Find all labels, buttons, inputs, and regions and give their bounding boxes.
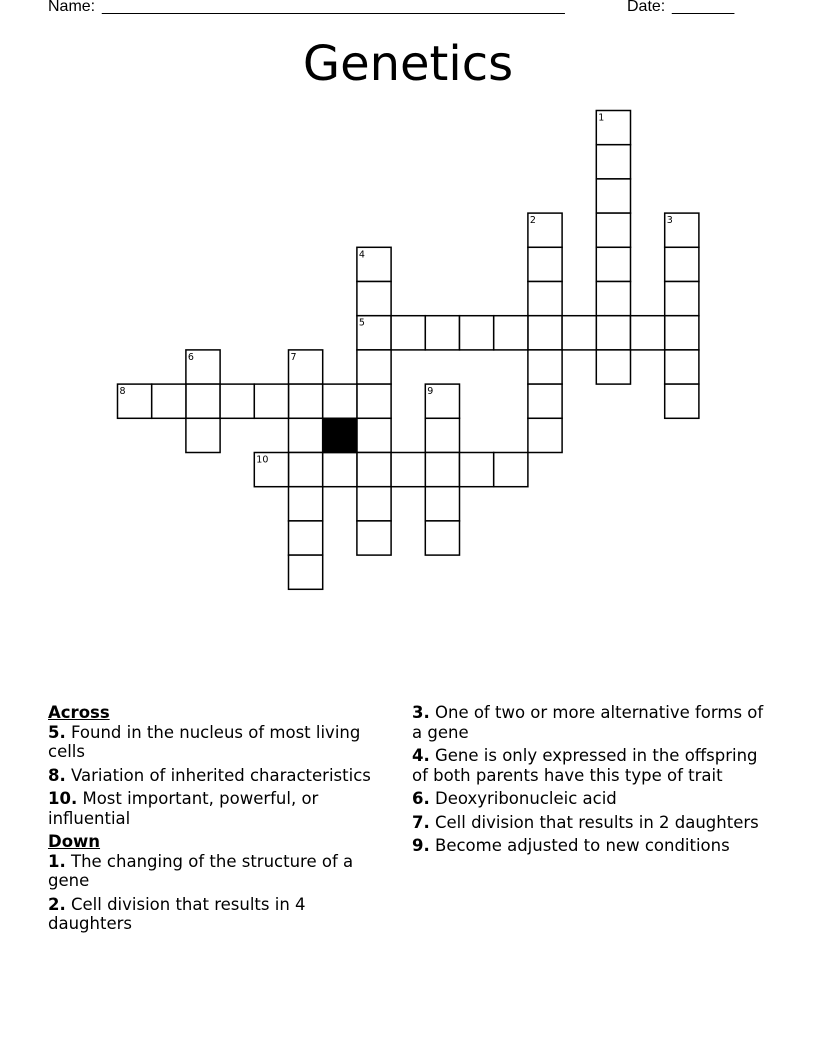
grid-cell[interactable] bbox=[494, 316, 528, 350]
clue-down-9 bbox=[412, 836, 772, 856]
grid-cell[interactable] bbox=[665, 384, 699, 418]
grid-cell[interactable] bbox=[596, 247, 630, 281]
clue-text: One of two or more alternative forms of a gene bbox=[412, 703, 764, 742]
grid-cell[interactable] bbox=[357, 487, 391, 521]
clue-number: 7. bbox=[412, 812, 430, 832]
grid-cell[interactable] bbox=[289, 418, 323, 452]
grid-cell[interactable] bbox=[528, 282, 562, 316]
name-label: Name: bbox=[48, 0, 96, 15]
grid-cell[interactable] bbox=[596, 316, 630, 350]
clue-number-2: 2 bbox=[529, 215, 536, 227]
grid-cell[interactable] bbox=[289, 384, 323, 418]
grid-cell[interactable] bbox=[186, 418, 220, 452]
grid-cell[interactable] bbox=[323, 384, 357, 418]
grid-cell[interactable] bbox=[460, 316, 494, 350]
grid-cell[interactable] bbox=[665, 282, 699, 316]
clue-text: Variation of inherited characteristics bbox=[65, 765, 371, 785]
name-blank[interactable]: ____________________________________________________ bbox=[102, 0, 565, 15]
grid-cell[interactable] bbox=[596, 350, 630, 384]
grid-cell[interactable] bbox=[528, 418, 562, 452]
grid-cell[interactable] bbox=[391, 316, 425, 350]
grid-cell[interactable] bbox=[494, 453, 528, 487]
across-heading: Across bbox=[48, 703, 110, 722]
grid-cell[interactable] bbox=[425, 487, 459, 521]
clue-text: The changing of the structure of a gene bbox=[48, 851, 354, 890]
date-label: Date: bbox=[627, 0, 666, 15]
grid-cell[interactable] bbox=[220, 384, 254, 418]
grid-cell[interactable] bbox=[357, 350, 391, 384]
grid-cell[interactable] bbox=[665, 316, 699, 350]
page-title: Genetics bbox=[302, 36, 514, 92]
clue-number-6: 6 bbox=[187, 351, 194, 363]
grid-cell[interactable] bbox=[596, 282, 630, 316]
grid-cell[interactable] bbox=[254, 384, 288, 418]
clue-down-3 bbox=[412, 703, 772, 742]
grid-cell[interactable] bbox=[528, 247, 562, 281]
grid-cell[interactable] bbox=[152, 384, 186, 418]
clue-across-5 bbox=[48, 723, 393, 762]
clue-number-3: 3 bbox=[666, 215, 673, 227]
clue-text: Cell division that results in 2 daughters bbox=[429, 812, 759, 832]
clue-number: 3. bbox=[412, 703, 430, 722]
clue-number-7: 7 bbox=[290, 351, 297, 363]
black-cell bbox=[323, 418, 357, 452]
grid-cell[interactable] bbox=[323, 453, 357, 487]
clue-number: 4. bbox=[412, 746, 430, 765]
grid-cell[interactable] bbox=[596, 179, 630, 213]
grid-cell[interactable] bbox=[357, 418, 391, 452]
clue-text: Gene is only expressed in the offspring of both parents have this type of trait bbox=[412, 746, 758, 785]
clue-number-10: 10 bbox=[256, 454, 269, 466]
clue-number-4: 4 bbox=[358, 249, 365, 261]
grid-cell[interactable] bbox=[425, 418, 459, 452]
grid-cell[interactable] bbox=[665, 247, 699, 281]
grid-cell[interactable] bbox=[460, 453, 494, 487]
clue-down-1 bbox=[48, 852, 393, 891]
clue-text: Deoxyribonucleic acid bbox=[429, 789, 617, 808]
grid-cell[interactable] bbox=[425, 316, 459, 350]
clue-number: 5. bbox=[48, 722, 66, 742]
clue-number-8: 8 bbox=[119, 386, 126, 398]
clue-number: 10. bbox=[48, 789, 78, 808]
grid-cell[interactable] bbox=[665, 350, 699, 384]
grid-cell[interactable] bbox=[631, 316, 665, 350]
clue-number: 2. bbox=[48, 894, 66, 914]
grid-cell[interactable] bbox=[528, 316, 562, 350]
grid-cell[interactable] bbox=[186, 384, 220, 418]
clue-number: 1. bbox=[48, 851, 66, 871]
clue-number: 6. bbox=[412, 789, 430, 808]
grid-cell[interactable] bbox=[289, 453, 323, 487]
clue-down-6 bbox=[412, 789, 772, 809]
clues-left-column bbox=[48, 703, 393, 938]
grid-cell[interactable] bbox=[289, 555, 323, 589]
grid-cell[interactable] bbox=[596, 145, 630, 179]
grid-cell[interactable] bbox=[289, 521, 323, 555]
clue-text: Found in the nucleus of most living cells bbox=[48, 722, 361, 761]
clue-text: Cell division that results in 4 daughters bbox=[48, 894, 306, 933]
clue-across-8 bbox=[48, 766, 393, 786]
grid-cell[interactable] bbox=[289, 487, 323, 521]
clue-number-9: 9 bbox=[427, 386, 434, 398]
grid-cell[interactable] bbox=[357, 384, 391, 418]
clue-across-10 bbox=[48, 789, 393, 828]
grid-cell[interactable] bbox=[357, 521, 391, 555]
clue-number-1: 1 bbox=[598, 112, 605, 124]
clues-right-column bbox=[412, 703, 772, 860]
grid-cell[interactable] bbox=[528, 384, 562, 418]
grid-cell[interactable] bbox=[357, 282, 391, 316]
grid-cell[interactable] bbox=[596, 213, 630, 247]
clue-number-5: 5 bbox=[358, 317, 365, 329]
grid-cell[interactable] bbox=[357, 453, 391, 487]
grid-cell[interactable] bbox=[562, 316, 596, 350]
down-heading: Down bbox=[48, 832, 101, 851]
clue-number: 9. bbox=[412, 836, 430, 855]
clue-down-4 bbox=[412, 746, 772, 785]
grid-cell[interactable] bbox=[528, 350, 562, 384]
grid-cell[interactable] bbox=[425, 521, 459, 555]
date-blank[interactable]: _______ bbox=[672, 0, 735, 15]
clue-down-7 bbox=[412, 813, 772, 833]
grid-cell[interactable] bbox=[391, 453, 425, 487]
clue-number: 8. bbox=[48, 765, 66, 785]
clue-text: Most important, powerful, or influential bbox=[48, 789, 319, 828]
clue-text: Become adjusted to new conditions bbox=[429, 836, 730, 855]
clue-down-2 bbox=[48, 895, 393, 934]
grid-cell[interactable] bbox=[425, 453, 459, 487]
